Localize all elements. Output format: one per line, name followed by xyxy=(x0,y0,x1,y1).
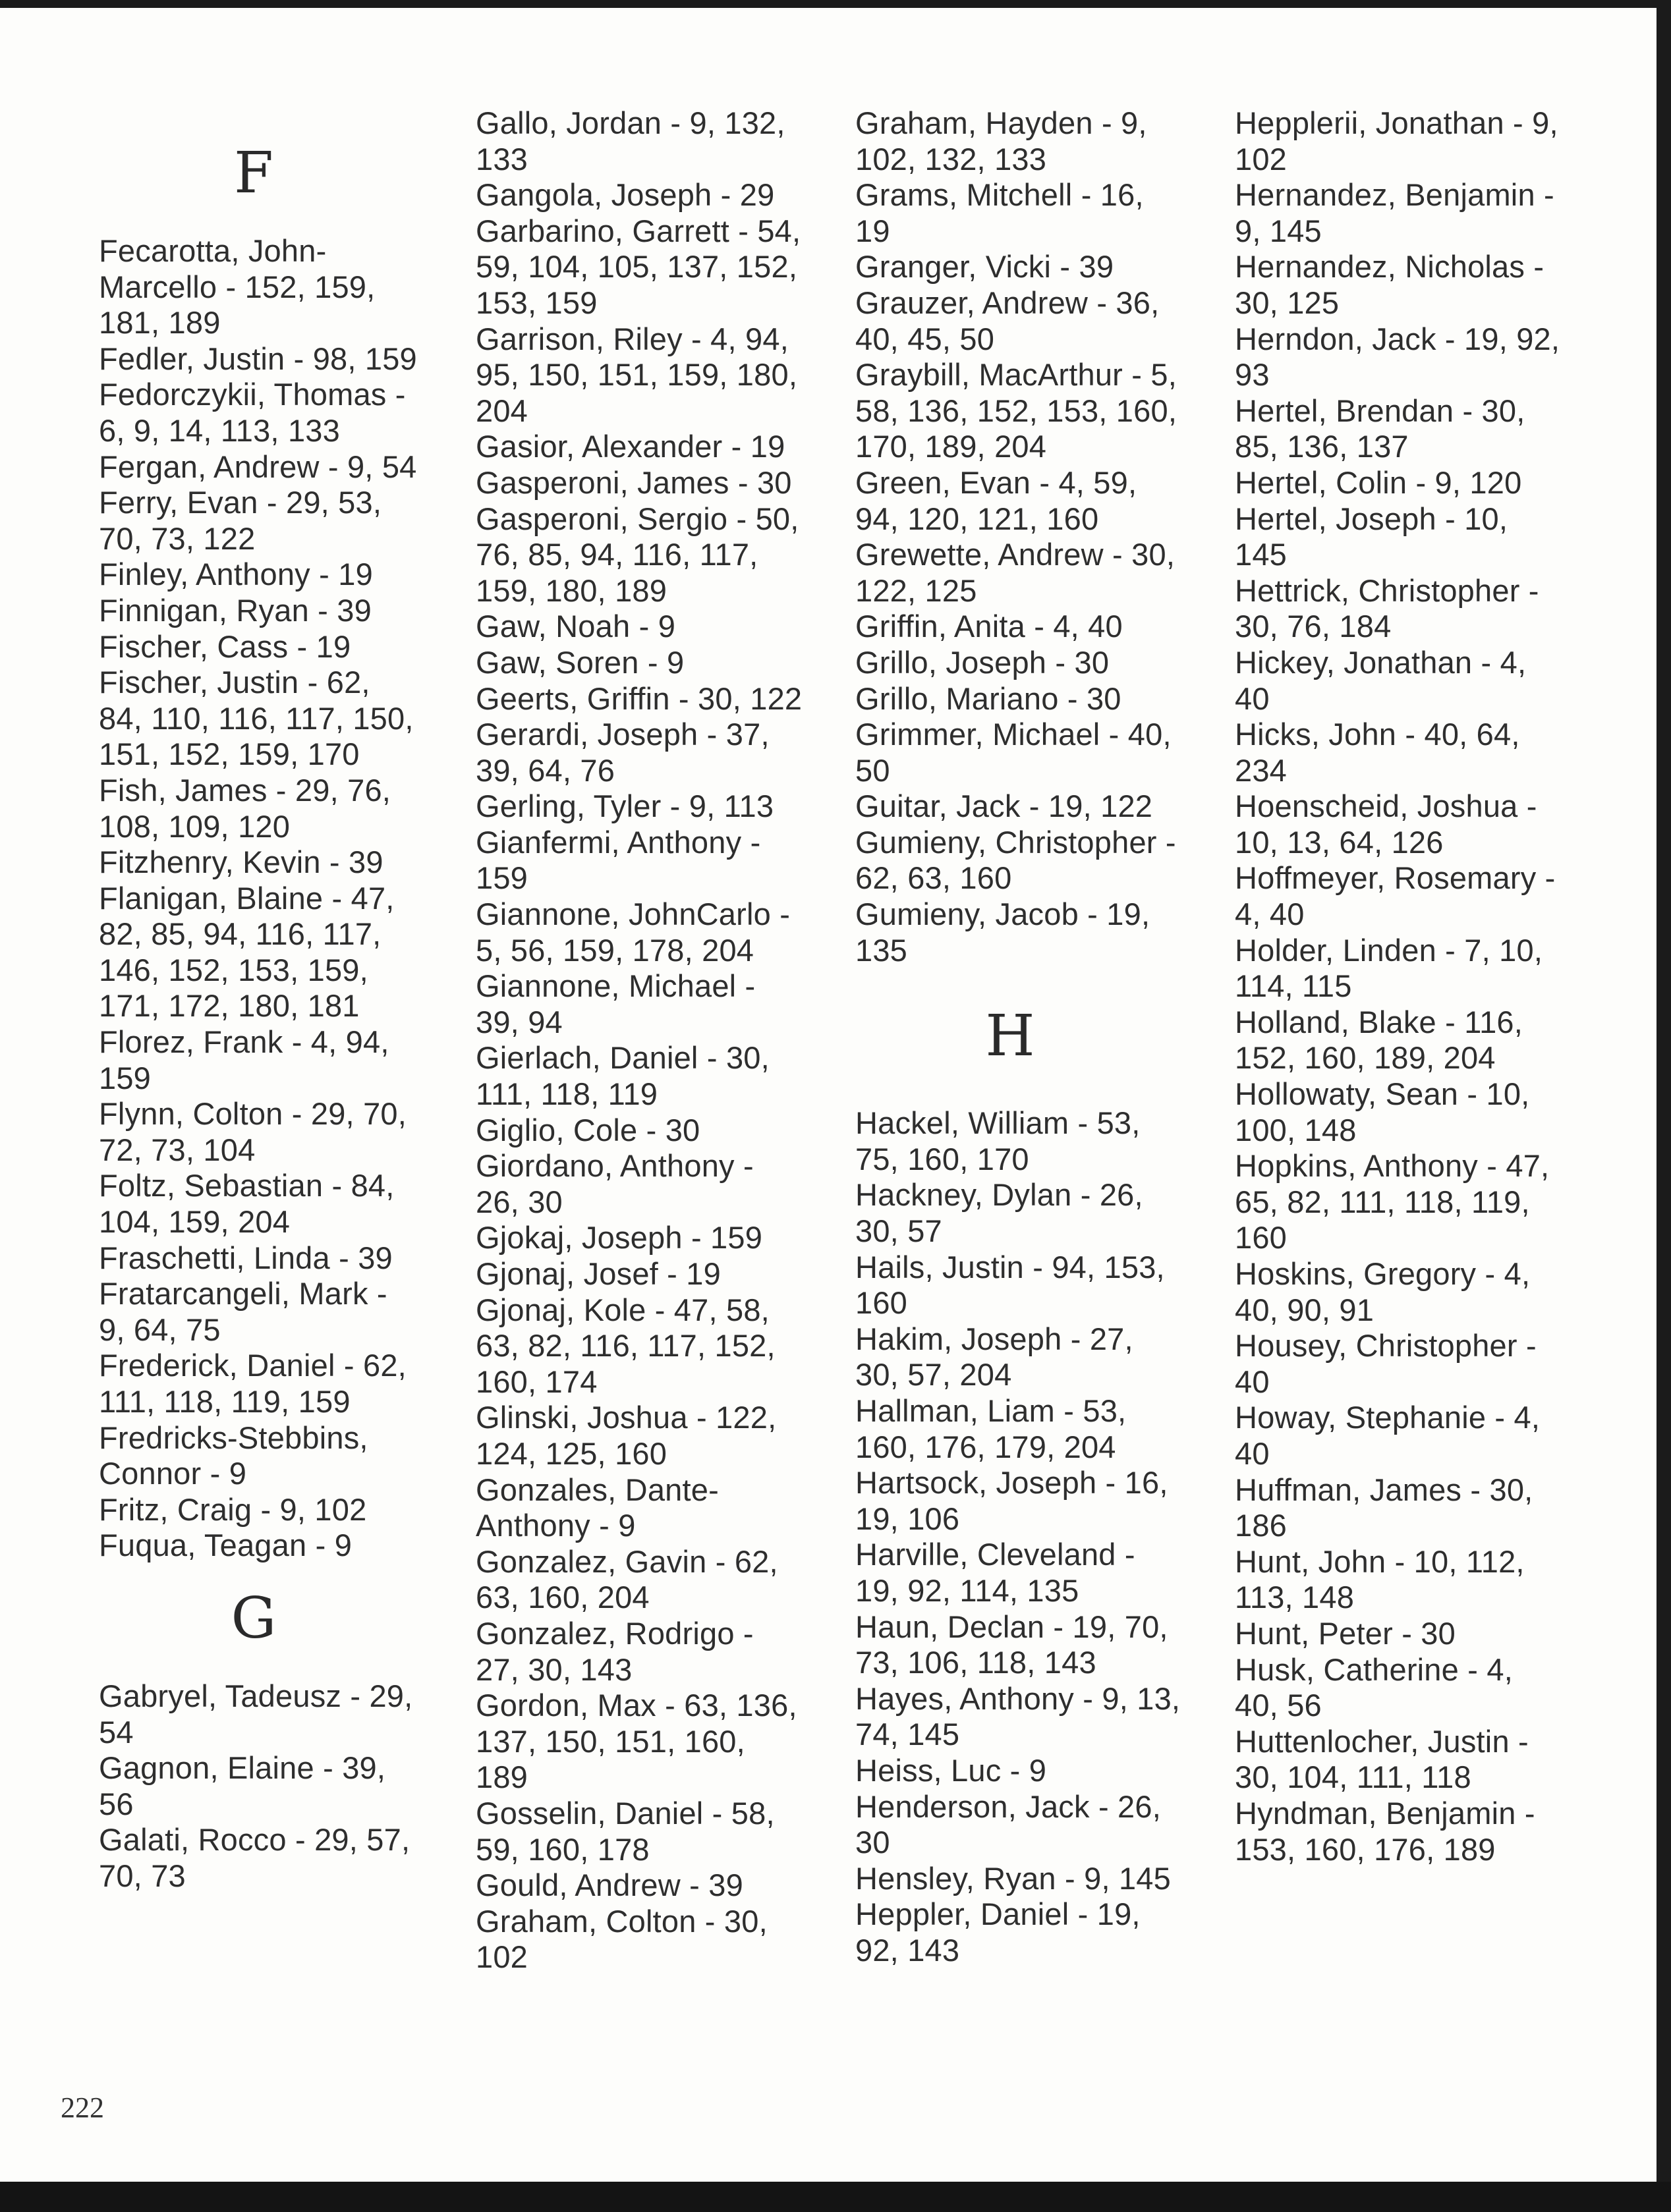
index-entry: Holland, Blake - 116, 152, 160, 189, 204 xyxy=(1235,1004,1523,1076)
index-entry: Hallman, Liam - 53, 160, 176, 179, 204 xyxy=(855,1393,1127,1464)
index-entry: Hertel, Colin - 9, 120 xyxy=(1235,464,1522,500)
index-column-3 xyxy=(855,105,1211,1969)
index-entry: Huffman, James - 30, 186 xyxy=(1235,1472,1533,1543)
index-entry: Grewette, Andrew - 30, 122, 125 xyxy=(855,537,1175,608)
index-entry: Gonzalez, Gavin - 62, 63, 160, 204 xyxy=(476,1543,778,1615)
section-letter-h: H xyxy=(985,1003,1035,1070)
index-entry: Gianfermi, Anthony - 159 xyxy=(476,824,761,896)
scan-top-edge xyxy=(0,0,1671,8)
index-entry: Hickey, Jonathan - 4, 40 xyxy=(1235,644,1527,716)
index-entry: Henderson, Jack - 26, 30 xyxy=(855,1788,1161,1860)
index-entry: Finley, Anthony - 19 xyxy=(99,557,373,592)
index-entry: Hartsock, Joseph - 16, 19, 106 xyxy=(855,1465,1168,1536)
index-entry: Gierlach, Daniel - 30, 111, 118, 119 xyxy=(476,1040,770,1112)
scan-right-edge xyxy=(1657,0,1671,2212)
index-entry: Hertel, Brendan - 30, 85, 136, 137 xyxy=(1235,393,1525,464)
index-entry: Grillo, Mariano - 30 xyxy=(855,680,1121,716)
index-entry: Gumieny, Christopher - 62, 63, 160 xyxy=(855,824,1176,896)
scan-bottom-edge xyxy=(0,2182,1671,2212)
index-entry: Gosselin, Daniel - 58, 59, 160, 178 xyxy=(476,1795,775,1867)
index-entry: Green, Evan - 4, 59, 94, 120, 121, 160 xyxy=(855,464,1137,536)
index-column-4 xyxy=(1235,105,1591,1867)
index-entry: Grauzer, Andrew - 36, 40, 45, 50 xyxy=(855,285,1160,356)
index-entry: Fredricks-Stebbins, Connor - 9 xyxy=(99,1420,368,1491)
index-entry: Glinski, Joshua - 122, 124, 125, 160 xyxy=(476,1400,777,1471)
index-entry: Hertel, Joseph - 10, 145 xyxy=(1235,501,1508,572)
index-entry: Florez, Frank - 4, 94, 159 xyxy=(99,1024,389,1095)
index-entry: Finnigan, Ryan - 39 xyxy=(99,592,372,628)
index-column-1 xyxy=(99,140,455,1894)
index-entry: Hernandez, Benjamin - 9, 145 xyxy=(1235,177,1554,248)
index-entry: Holder, Linden - 7, 10, 114, 115 xyxy=(1235,932,1543,1004)
index-entry: Harville, Cleveland - 19, 92, 114, 135 xyxy=(855,1537,1135,1608)
index-entry: Flynn, Colton - 29, 70, 72, 73, 104 xyxy=(99,1096,407,1167)
index-entry: Gjonaj, Kole - 47, 58, 63, 82, 116, 117, 152, 160, 174 xyxy=(476,1292,776,1399)
index-entry: Gasperoni, Sergio - 50, 76, 85, 94, 116, 117, 159, 180, 189 xyxy=(476,501,799,608)
index-list-g xyxy=(99,1678,422,1894)
index-entry: Guitar, Jack - 19, 122 xyxy=(855,788,1153,824)
index-entry: Huttenlocher, Justin - 30, 104, 111, 118 xyxy=(1235,1723,1529,1795)
index-entry: Fecarotta, John-Marcello - 152, 159, 181, 189 xyxy=(99,233,376,341)
index-entry: Gordon, Max - 63, 136, 137, 150, 151, 160, 189 xyxy=(476,1688,797,1795)
index-entry: Fischer, Justin - 62, 84, 110, 116, 117, 150, 151, 152, 159, 170 xyxy=(99,665,414,772)
index-entry: Heppler, Daniel - 19, 92, 143 xyxy=(855,1896,1141,1968)
index-entry: Gallo, Jordan - 9, 132, 133 xyxy=(476,105,785,177)
index-entry: Gould, Andrew - 39 xyxy=(476,1867,743,1903)
index-entry: Griffin, Anita - 4, 40 xyxy=(855,609,1123,644)
index-entry: Fedler, Justin - 98, 159 xyxy=(99,341,417,376)
index-entry: Hails, Justin - 94, 153, 160 xyxy=(855,1249,1165,1321)
index-entry: Hollowaty, Sean - 10, 100, 148 xyxy=(1235,1076,1530,1147)
index-entry: Fedorczykii, Thomas - 6, 9, 14, 113, 133 xyxy=(99,377,406,448)
index-list-f xyxy=(99,233,422,1564)
section-letter-f: F xyxy=(234,140,273,206)
index-entry: Hackney, Dylan - 26, 30, 57 xyxy=(855,1177,1143,1249)
index-entry: Gabryel, Tadeusz - 29, 54 xyxy=(99,1678,413,1750)
index-entry: Gjokaj, Joseph - 159 xyxy=(476,1220,763,1256)
index-entry: Hoskins, Gregory - 4, 40, 90, 91 xyxy=(1235,1256,1531,1327)
index-entry: Gagnon, Elaine - 39, 56 xyxy=(99,1750,386,1821)
index-entry: Hakim, Joseph - 27, 30, 57, 204 xyxy=(855,1321,1133,1393)
index-entry: Hunt, John - 10, 112, 113, 148 xyxy=(1235,1543,1525,1615)
index-entry: Hunt, Peter - 30 xyxy=(1235,1615,1456,1651)
index-entry: Giannone, JohnCarlo - 5, 56, 159, 178, 204 xyxy=(476,897,791,968)
index-entry: Giordano, Anthony - 26, 30 xyxy=(476,1148,754,1219)
index-entry: Hicks, John - 40, 64, 234 xyxy=(1235,717,1520,788)
index-entry: Hayes, Anthony - 9, 13, 74, 145 xyxy=(855,1680,1181,1752)
index-entry: Grillo, Joseph - 30 xyxy=(855,644,1110,680)
index-entry: Gerardi, Joseph - 37, 39, 64, 76 xyxy=(476,717,770,788)
index-list-h xyxy=(855,1105,1185,1968)
index-entry: Herndon, Jack - 19, 92, 93 xyxy=(1235,321,1560,393)
index-entry: Garrison, Riley - 4, 94, 95, 150, 151, 159, 180, 204 xyxy=(476,321,798,428)
index-entry: Graybill, MacArthur - 5, 58, 136, 152, 153, 160, 170, 189, 204 xyxy=(855,357,1177,464)
index-entry: Gasior, Alexander - 19 xyxy=(476,429,785,464)
index-entry: Housey, Christopher - 40 xyxy=(1235,1328,1537,1399)
index-entry: Geerts, Griffin - 30, 122 xyxy=(476,680,803,716)
index-entry: Fraschetti, Linda - 39 xyxy=(99,1240,393,1275)
index-entry: Gonzalez, Rodrigo - 27, 30, 143 xyxy=(476,1615,754,1687)
index-entry: Fritz, Craig - 9, 102 xyxy=(99,1491,367,1527)
index-entry: Grams, Mitchell - 16, 19 xyxy=(855,177,1144,248)
index-entry: Heiss, Luc - 9 xyxy=(855,1752,1047,1788)
index-entry: Hopkins, Anthony - 47, 65, 82, 111, 118, 119, 160 xyxy=(1235,1148,1550,1256)
index-entry: Fergan, Andrew - 9, 54 xyxy=(99,449,417,484)
index-entry: Gaw, Soren - 9 xyxy=(476,644,685,680)
index-list-h-continued xyxy=(1235,105,1564,1867)
index-entry: Hepplerii, Jonathan - 9, 102 xyxy=(1235,105,1558,177)
index-entry: Giglio, Cole - 30 xyxy=(476,1112,700,1147)
index-entry: Fischer, Cass - 19 xyxy=(99,628,351,664)
index-entry: Hoenscheid, Joshua - 10, 13, 64, 126 xyxy=(1235,788,1537,860)
index-entry: Graham, Hayden - 9, 102, 132, 133 xyxy=(855,105,1147,177)
index-entry: Hernandez, Nicholas - 30, 125 xyxy=(1235,249,1544,320)
index-entry: Howay, Stephanie - 4, 40 xyxy=(1235,1400,1541,1471)
section-letter-g: G xyxy=(231,1585,277,1651)
index-entry: Giannone, Michael - 39, 94 xyxy=(476,968,756,1039)
index-column-2 xyxy=(476,105,832,1976)
index-entry: Hensley, Ryan - 9, 145 xyxy=(855,1860,1171,1896)
index-entry: Fitzhenry, Kevin - 39 xyxy=(99,844,383,880)
index-entry: Gaw, Noah - 9 xyxy=(476,609,676,644)
index-list-g-continued xyxy=(476,105,805,1976)
index-entry: Ferry, Evan - 29, 53, 70, 73, 122 xyxy=(99,485,382,556)
index-entry: Gasperoni, James - 30 xyxy=(476,464,792,500)
index-entry: Fratarcangeli, Mark - 9, 64, 75 xyxy=(99,1276,387,1347)
index-entry: Flanigan, Blaine - 47, 82, 85, 94, 116, 117, 146, 152, 153, 159, 171, 172, 180, 181 xyxy=(99,880,395,1024)
index-entry: Hyndman, Benjamin - 153, 160, 176, 189 xyxy=(1235,1795,1535,1867)
index-entry: Haun, Declan - 19, 70, 73, 106, 118, 143 xyxy=(855,1609,1168,1680)
index-entry: Graham, Colton - 30, 102 xyxy=(476,1903,768,1975)
index-entry: Fish, James - 29, 76, 108, 109, 120 xyxy=(99,772,391,844)
index-entry: Husk, Catherine - 4, 40, 56 xyxy=(1235,1651,1513,1723)
index-entry: Frederick, Daniel - 62, 111, 118, 119, 159 xyxy=(99,1348,407,1419)
index-entry: Gangola, Joseph - 29 xyxy=(476,177,775,213)
page-number: 222 xyxy=(61,2091,104,2124)
index-entry: Gumieny, Jacob - 19, 135 xyxy=(855,897,1150,968)
index-entry: Grimmer, Michael - 40, 50 xyxy=(855,717,1172,788)
index-entry: Gonzales, Dante-Anthony - 9 xyxy=(476,1472,719,1543)
index-entry: Hackel, William - 53, 75, 160, 170 xyxy=(855,1105,1141,1176)
index-entry: Gerling, Tyler - 9, 113 xyxy=(476,788,774,824)
index-entry: Fuqua, Teagan - 9 xyxy=(99,1528,353,1563)
index-entry: Hoffmeyer, Rosemary - 4, 40 xyxy=(1235,860,1556,932)
index-entry: Hettrick, Christopher - 30, 76, 184 xyxy=(1235,572,1539,644)
index-entry: Gjonaj, Josef - 19 xyxy=(476,1256,721,1291)
index-list-g-end xyxy=(855,105,1185,968)
index-entry: Foltz, Sebastian - 84, 104, 159, 204 xyxy=(99,1168,395,1240)
index-entry: Garbarino, Garrett - 54, 59, 104, 105, 137, 152, 153, 159 xyxy=(476,213,801,320)
index-entry: Granger, Vicki - 39 xyxy=(855,249,1114,285)
index-entry: Galati, Rocco - 29, 57, 70, 73 xyxy=(99,1822,411,1893)
